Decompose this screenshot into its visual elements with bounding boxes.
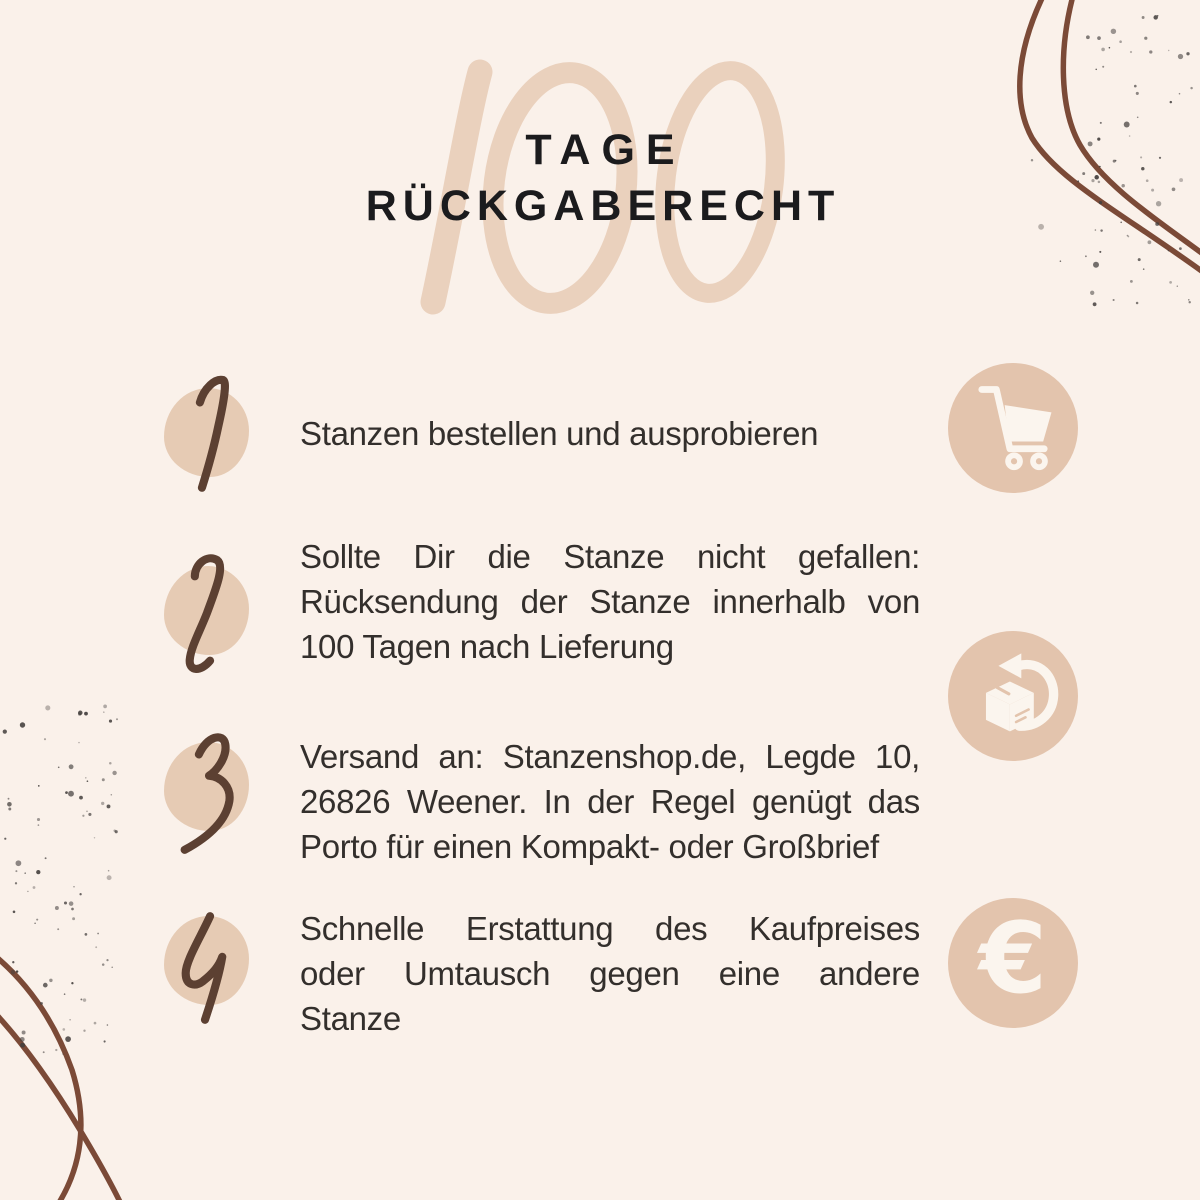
step-1-handwritten-number xyxy=(168,374,244,506)
step-3-text xyxy=(300,734,920,869)
digit-1-stroke xyxy=(200,380,225,488)
euro-icon-circle xyxy=(948,898,1078,1028)
step-2-handwritten-number xyxy=(168,552,244,684)
package-return-icon-circle xyxy=(948,631,1078,761)
step-2-text xyxy=(300,534,920,669)
step-2-line-2: Rücksendung der Stanze innerhalb von xyxy=(300,583,920,620)
step-4-line-1: Schnelle Erstattung des Kaufpreises xyxy=(300,910,920,947)
cart-wheel-left-hub xyxy=(1011,458,1017,464)
step-2-line-1: Sollte Dir die Stanze nicht gefallen: xyxy=(300,538,920,575)
page-title-line-rueckgaberecht: RÜCKGABERECHT xyxy=(365,182,841,230)
step-3-line-1: Versand an: Stanzenshop.de, Legde 10, xyxy=(300,738,920,775)
step-3-handwritten-number xyxy=(168,728,244,860)
euro-icon: € xyxy=(978,902,1048,1016)
step-1-text xyxy=(300,411,920,456)
step-2-line-3: 100 Tagen nach Lieferung xyxy=(300,628,674,665)
return-arrow-head xyxy=(998,653,1021,678)
page-title-line-tage: TAGE xyxy=(525,126,686,174)
package-return-icon xyxy=(961,644,1065,748)
digit-4-stroke xyxy=(186,916,223,1020)
step-4-text xyxy=(300,906,920,1041)
cart-basket xyxy=(1005,405,1052,441)
digit-3-stroke xyxy=(185,737,230,850)
step-1-line-1: Stanzen bestellen und ausprobieren xyxy=(300,415,819,452)
step-4-line-2: oder Umtausch gegen eine andere xyxy=(300,955,920,992)
shopping-cart-icon-circle xyxy=(948,363,1078,493)
bottom-left-swirl-line-outer xyxy=(0,955,81,1200)
digit-2-stroke xyxy=(190,558,220,669)
bottom-left-swirl-line-inner xyxy=(0,1012,122,1200)
cart-wheel-right-hub xyxy=(1036,458,1042,464)
step-3-line-3: Porto für einen Kompakt- oder Großbrief xyxy=(300,828,879,865)
step-4-line-3: Stanze xyxy=(300,1000,401,1037)
ink-speckles-bottom-left xyxy=(3,705,118,1055)
step-3-line-2: 26826 Weener. In der Regel genügt das xyxy=(300,783,920,820)
step-4-handwritten-number xyxy=(168,902,244,1034)
shopping-cart-icon xyxy=(961,376,1065,480)
